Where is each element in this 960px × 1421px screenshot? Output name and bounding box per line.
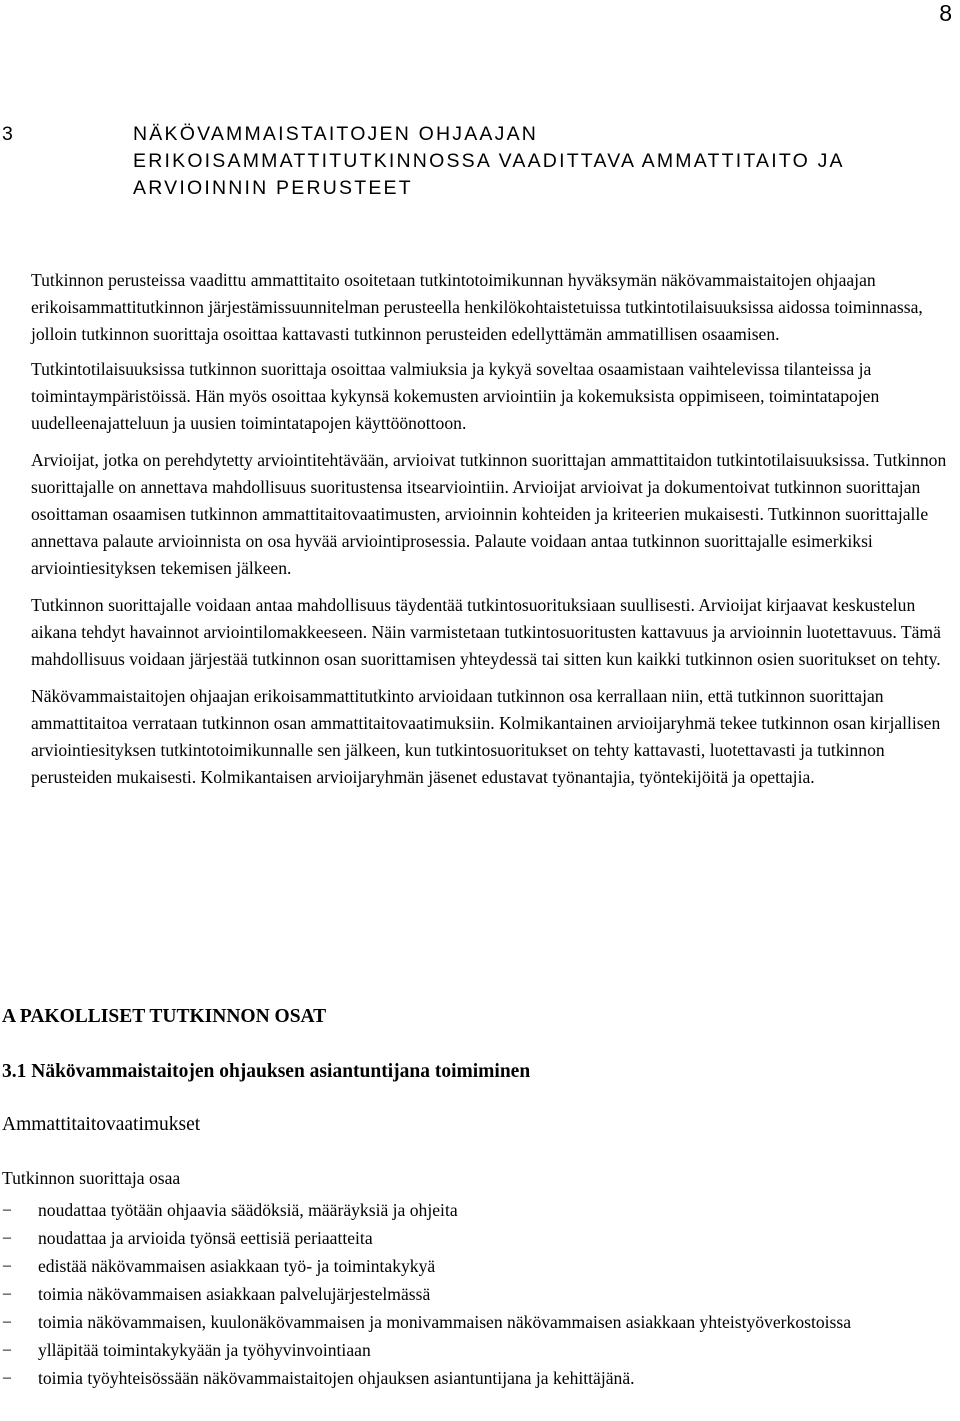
subsection-heading: 3.1 Näkövammaistaitojen ohjauksen asiantuntijana toimiminen bbox=[2, 1061, 531, 1082]
paragraph: Tutkintotilaisuuksissa tutkinnon suorittaja osoittaa valmiuksia ja kykyä soveltaa osaamistaan vaihtelevissa tilanteissa ja toimintaympäristöissä. Hän myös osoittaa kykynsä kokemusten arviointiin ja kokemuksista oppimiseen, toimintatapojen uudelleenajatteluun ja uusien toimintatapojen käyttöönottoon. bbox=[31, 359, 880, 433]
list-item-text: ylläpitää toimintakykyään ja työhyvinvointiaan bbox=[38, 1340, 371, 1360]
chapter-number: 3 bbox=[2, 123, 16, 145]
requirements-heading: Ammattitaitovaatimukset bbox=[2, 1114, 201, 1135]
list-item-text: toimia näkövammaisen asiakkaan palvelujärjestelmässä bbox=[38, 1284, 431, 1304]
paragraph: Arvioijat, jotka on perehdytetty arviointitehtävään, arvioivat tutkinnon suorittajan ammattitaidon tutkintotilaisuuksissa. Tutkinnon suorittajalle on annettava mahdollisuus suoritustensa itsearviointiin. Arvioijat arvioivat ja dokumentoivat tutkinnon suorittajan osoittaman osaamisen tutkinnon ammattitaitovaatimusten, arvioinnin kohteiden ja kriteerien mukaisesti. Tutkinnon suorittajalle annettava palaute arvioinnista on osa hyvää arviointiprosessia. Palaute voidaan antaa tutkinnon suorittajalle esimerkiksi arviointiesityksen tekemisen jälkeen. bbox=[31, 450, 947, 578]
page-number: 8 bbox=[939, 0, 952, 26]
paragraph: Näkövammaistaitojen ohjaajan erikoisammattitutkinto arvioidaan tutkinnon osa kerrallaan niin, että tutkinnon suorittajan ammattitaitoa verrataan tutkinnon osan ammattitaitovaatimuksiin. Kolmikantainen arvioijaryhmä tekee tutkinnon osan kirjallisen arviointiesityksen tutkintotoimikunnalle sen jälkeen, kun tutkintosuoritukset on tehty kattavasti, luotettavasti ja tutkinnon perusteiden mukaisesti. Kolmikantaisen arvioijaryhmän jäsenet edustavat työnantajia, työntekijöitä ja opettajia. bbox=[31, 686, 941, 787]
chapter-title bbox=[133, 121, 953, 202]
section-heading: A PAKOLLISET TUTKINNON OSAT bbox=[2, 1006, 327, 1027]
paragraph: Tutkinnon perusteissa vaadittu ammattitaito osoitetaan tutkintotoimikunnan hyväksymän näkövammaistaitojen ohjaajan erikoisammattitutkinnon järjestämissuunnitelman perusteella henkilökohtaistetuissa tutkintotilaisuuksissa aidossa toiminnassa, jolloin tutkinnon suorittaja osoittaa kattavasti tutkinnon perusteiden edellyttämän ammatillisen osaamisen. bbox=[31, 270, 923, 344]
list-item bbox=[2, 1280, 952, 1308]
list-item bbox=[2, 1196, 952, 1224]
dash-bullet: − bbox=[2, 1200, 12, 1220]
list-item bbox=[2, 1224, 952, 1252]
dash-bullet: − bbox=[2, 1284, 12, 1304]
dash-bullet: − bbox=[2, 1256, 12, 1276]
dash-bullet: − bbox=[2, 1368, 12, 1388]
list-item-text: toimia näkövammaisen, kuulonäkövammaisen ja monivammaisen näkövammaisen asiakkaan yhteistyöverkostoissa bbox=[38, 1312, 852, 1332]
list-item-text: noudattaa työtään ohjaavia säädöksiä, määräyksiä ja ohjeita bbox=[38, 1200, 458, 1220]
list-item bbox=[2, 1252, 952, 1280]
requirements-list bbox=[2, 1196, 952, 1392]
list-item bbox=[2, 1364, 952, 1392]
list-item bbox=[2, 1336, 952, 1364]
chapter-title-line: ERIKOISAMMATTITUTKINNOSSA VAADITTAVA AMMATTITAITO JA bbox=[133, 150, 845, 172]
chapter-title-line: ARVIOINNIN PERUSTEET bbox=[133, 177, 413, 199]
list-item-text: toimia työyhteisössään näkövammaistaitojen ohjauksen asiantuntijana ja kehittäjänä. bbox=[38, 1368, 635, 1388]
body-text bbox=[31, 267, 956, 799]
list-item-text: noudattaa ja arvioida työnsä eettisiä periaatteita bbox=[38, 1228, 373, 1248]
dash-bullet: − bbox=[2, 1228, 12, 1248]
dash-bullet: − bbox=[2, 1312, 12, 1332]
paragraph: Tutkinnon suorittajalle voidaan antaa mahdollisuus täydentää tutkintosuorituksiaan suullisesti. Arvioijat kirjaavat keskustelun aikana tehdyt havainnot arviointilomakkeeseen. Näin varmistetaan tutkintosuoritusten kattavuus ja arvioinnin luotettavuus. Tämä mahdollisuus voidaan järjestää tutkinnon osan suorittamisen yhteydessä tai sitten kun kaikki tutkinnon osien suoritukset on tehty. bbox=[31, 595, 941, 669]
chapter-title-line: NÄKÖVAMMAISTAITOJEN OHJAAJAN bbox=[133, 123, 539, 145]
list-item bbox=[2, 1308, 952, 1336]
list-item-text: edistää näkövammaisen asiakkaan työ- ja toimintakykyä bbox=[38, 1256, 436, 1276]
dash-bullet: − bbox=[2, 1340, 12, 1360]
list-intro: Tutkinnon suorittaja osaa bbox=[2, 1168, 181, 1188]
